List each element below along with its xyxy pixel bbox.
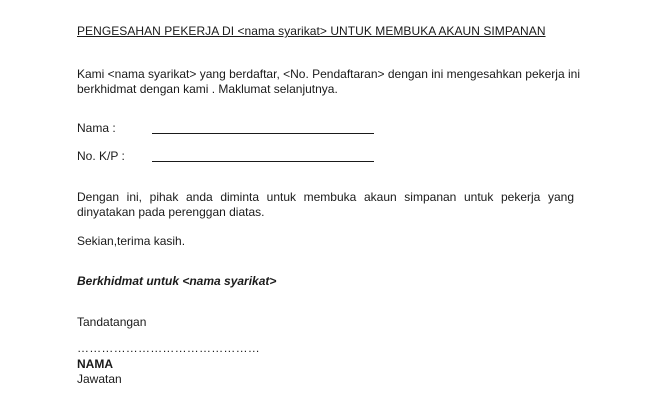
- serving-line: Berkhidmat untuk <nama syarikat>: [77, 274, 277, 288]
- intro-line-1: Kami <nama syarikat> yang berdaftar, <No. Pendaftaran> dengan ini mengesahkan pekerja ini: [77, 67, 580, 81]
- intro-line-2: berkhidmat dengan kami . Maklumat selanjutnya.: [77, 82, 338, 96]
- signature-line: ………………………………………: [77, 341, 260, 355]
- closing-text: Sekian,terima kasih.: [77, 234, 186, 248]
- signatory-name: NAMA: [77, 357, 113, 371]
- signatory-position: Jawatan: [77, 372, 122, 386]
- document-title: PENGESAHAN PEKERJA DI <nama syarikat> UNTUK MEMBUKA AKAUN SIMPANAN: [77, 24, 546, 38]
- ic-field-line: [152, 161, 374, 162]
- name-field-line: [152, 133, 374, 134]
- request-paragraph: Dengan ini, pihak anda diminta untuk membuka akaun simpanan untuk pekerja yang dinyatakan pada perenggan diatas.: [77, 190, 574, 219]
- intro-paragraph: [77, 67, 607, 97]
- name-field-label: Nama :: [77, 121, 116, 135]
- signature-label: Tandatangan: [77, 315, 147, 329]
- ic-field-label: No. K/P :: [77, 149, 125, 163]
